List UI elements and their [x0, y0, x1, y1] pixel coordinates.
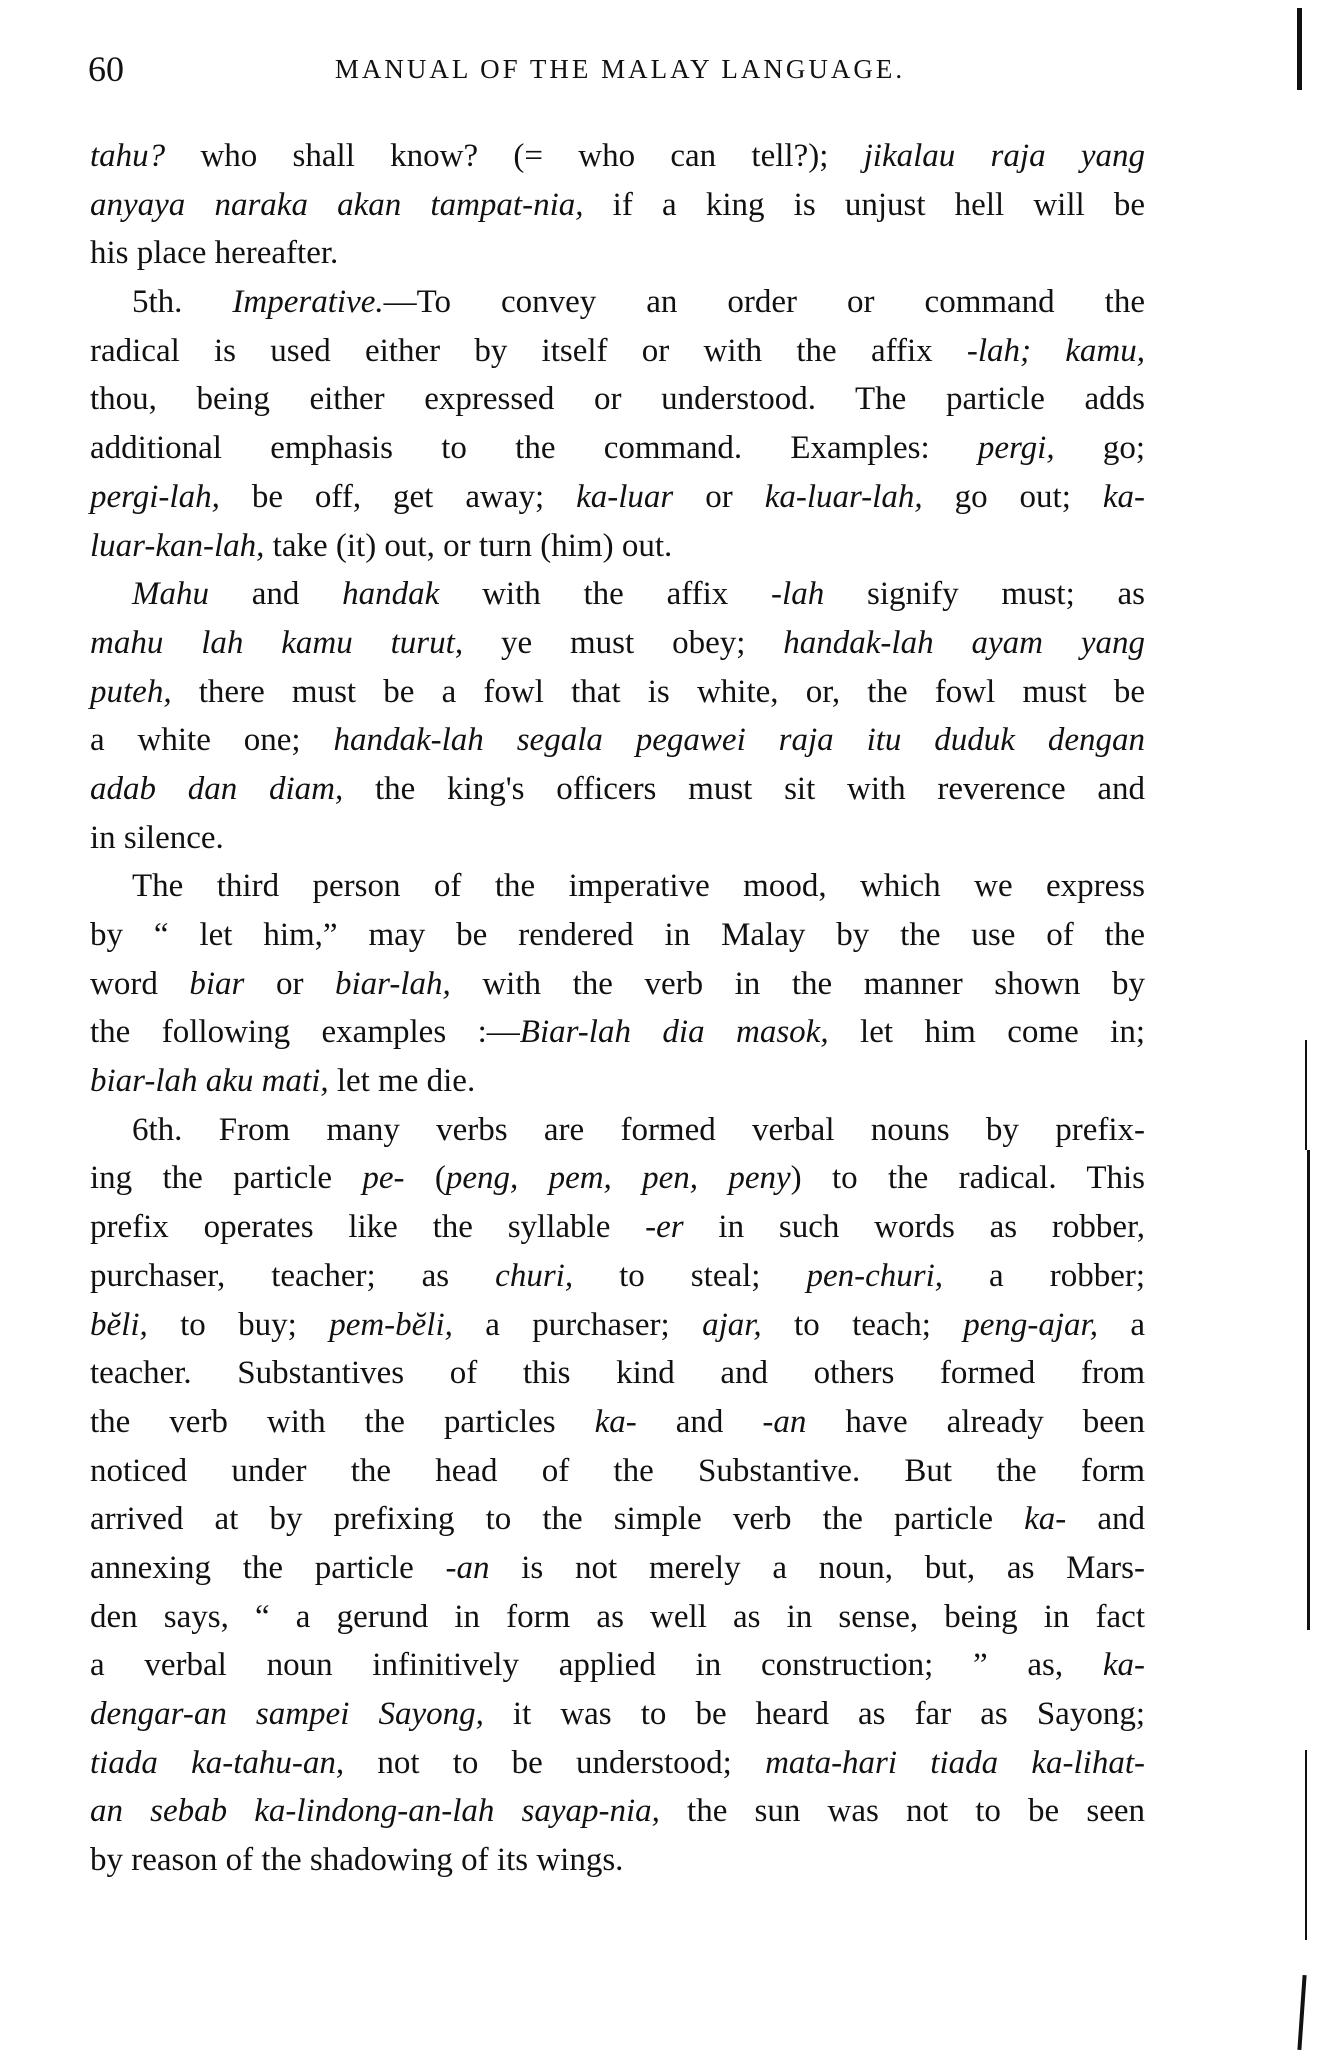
malay-term: -lah — [771, 576, 825, 613]
text-run: take (it) out, or turn (him) out. — [264, 527, 673, 564]
scan-edge-mark — [1297, 8, 1302, 90]
malay-term: adab dan diam, — [90, 770, 344, 807]
malay-term: -lah; kamu, — [966, 332, 1145, 369]
text-run: be off, get away; — [219, 478, 577, 515]
malay-term: pen-churi, — [806, 1257, 944, 1294]
text-run: word — [90, 965, 190, 1002]
text-line — [90, 1057, 1145, 1106]
malay-term: pergi-lah, — [90, 478, 220, 515]
text-run: have already been — [806, 1403, 1146, 1440]
malay-term: churi, — [495, 1257, 574, 1294]
text-run: signify must; as — [824, 576, 1145, 613]
paragraph — [90, 278, 1145, 570]
text-line — [90, 765, 1145, 814]
malay-term: ka-luar — [576, 478, 674, 515]
malay-term: puteh, — [90, 673, 172, 710]
paragraph — [90, 132, 1145, 278]
text-run: den says, “ a gerund in form as well as in sense, being in fact — [90, 1598, 1145, 1635]
text-line — [90, 1495, 1145, 1544]
text-run: prefix operates like the syllable — [90, 1209, 646, 1246]
text-line — [90, 1447, 1145, 1496]
text-run: not to be understood; — [344, 1744, 766, 1781]
malay-term: pe- — [362, 1160, 405, 1197]
text-run: or — [244, 965, 336, 1002]
scan-edge-mark — [1305, 1040, 1307, 1150]
text-run: the following examples :— — [90, 1014, 520, 1051]
text-run: with the verb in the manner shown by — [450, 965, 1145, 1002]
malay-term: an sebab ka-lindong-an-lah sayap-nia, — [90, 1793, 660, 1830]
text-run: the king's officers must sit with reverence and — [343, 770, 1145, 807]
malay-term: tahu? — [90, 138, 166, 174]
malay-term: ka- — [1102, 1647, 1145, 1684]
text-run: arrived at by prefixing to the simple verb the particle — [90, 1501, 1025, 1538]
text-run: let him come in; — [828, 1014, 1146, 1051]
malay-term: dengar-an sampei Sayong, — [90, 1696, 484, 1732]
text-run: by “ let him,” may be rendered in Malay by the use of the — [90, 917, 1145, 953]
text-line — [90, 619, 1145, 668]
text-run: if a king is unjust hell will be — [583, 186, 1145, 223]
text-run: the verb with the particles — [90, 1403, 595, 1440]
text-line — [90, 229, 1145, 278]
text-line — [90, 1593, 1145, 1642]
text-run: to buy; — [147, 1306, 330, 1343]
malay-term: Mahu — [132, 576, 209, 613]
text-line — [90, 278, 1145, 327]
text-run: annexing the particle — [90, 1549, 446, 1586]
text-line — [90, 1349, 1145, 1398]
text-run: ( — [404, 1160, 446, 1197]
malay-term: anyaya naraka akan tampat-nia, — [90, 186, 584, 223]
text-run: purchaser, teacher; as — [90, 1257, 496, 1294]
text-line — [90, 1544, 1145, 1593]
text-run: a — [1098, 1306, 1146, 1343]
text-run: thou, being either expressed or understood. The particle adds — [90, 381, 1145, 418]
text-run: let me die. — [328, 1063, 476, 1100]
malay-term: ka- — [1102, 478, 1145, 515]
text-line — [90, 911, 1145, 960]
text-line — [90, 181, 1145, 230]
text-line — [90, 1398, 1145, 1447]
malay-term: peng-ajar, — [963, 1306, 1098, 1343]
text-line — [90, 1690, 1145, 1739]
text-run: to steal; — [573, 1257, 807, 1294]
malay-term: ajar, — [702, 1306, 762, 1343]
text-run: and — [209, 576, 343, 613]
malay-term: peng, pem, pen, peny — [445, 1160, 791, 1197]
scan-edge-mark — [1305, 1750, 1307, 1940]
paragraph — [90, 862, 1145, 1105]
malay-term: biar — [189, 965, 245, 1002]
text-run: with the affix — [439, 576, 772, 613]
text-line — [90, 1008, 1145, 1057]
malay-term: -an — [762, 1403, 807, 1440]
text-run: in silence. — [90, 819, 224, 856]
text-line — [90, 862, 1145, 911]
malay-term: biar-lah, — [335, 965, 451, 1002]
malay-term: luar-kan-lah, — [90, 527, 265, 564]
malay-term: bĕli, — [90, 1306, 148, 1343]
text-run: in such words as robber, — [683, 1209, 1145, 1246]
text-run: his place hereafter. — [90, 235, 339, 272]
text-run: teacher. Substantives of this kind and others formed from — [90, 1355, 1145, 1392]
malay-term: mata-hari tiada ka-lihat- — [765, 1744, 1145, 1781]
paragraph — [90, 570, 1145, 862]
text-run: go out; — [922, 478, 1103, 515]
malay-term: tiada ka-tahu-an, — [90, 1744, 345, 1781]
text-line — [90, 375, 1145, 424]
malay-term: handak — [342, 576, 440, 613]
text-run: it was to be heard as far as Sayong; — [483, 1696, 1145, 1732]
malay-term: handak-lah segala pegawei raja itu duduk dengan — [333, 722, 1146, 759]
text-run: by reason of the shadowing of its wings. — [90, 1842, 624, 1879]
page-number: 60 — [88, 49, 124, 89]
malay-term: Biar-lah dia masok, — [519, 1014, 829, 1051]
text-line — [90, 1252, 1145, 1301]
text-run: a robber; — [943, 1257, 1145, 1294]
text-line — [90, 1739, 1145, 1788]
text-line — [90, 1154, 1145, 1203]
text-run: The third person of the imperative mood, which we express — [132, 868, 1145, 905]
malay-term: jikalau raja yang — [863, 138, 1145, 174]
malay-term: -an — [445, 1549, 490, 1586]
text-line — [90, 1106, 1145, 1155]
text-run: a purchaser; — [452, 1306, 703, 1343]
text-run: to teach; — [761, 1306, 964, 1343]
text-line — [90, 716, 1145, 765]
text-run: and — [636, 1403, 763, 1440]
text-run: radical is used either by itself or with the affix — [90, 332, 967, 369]
text-run: ) to the radical. This — [790, 1160, 1145, 1197]
text-run: 6th. From many verbs are formed verbal nouns by prefix- — [132, 1111, 1145, 1148]
text-run: a verbal noun infinitively applied in construction; ” as, — [90, 1647, 1103, 1684]
body-text — [90, 132, 1145, 1885]
text-run: a white one; — [90, 722, 334, 759]
paragraph — [90, 1106, 1145, 1885]
text-run: ing the particle — [90, 1160, 363, 1197]
text-line — [90, 570, 1145, 619]
text-run: or — [673, 478, 765, 515]
text-line — [90, 1836, 1145, 1885]
text-line — [90, 132, 1145, 181]
text-line — [90, 814, 1145, 863]
text-line — [90, 424, 1145, 473]
text-run: noticed under the head of the Substantive. But the form — [90, 1452, 1145, 1489]
text-run: who shall know? (= who can tell?); — [165, 138, 864, 174]
text-run: and — [1066, 1501, 1145, 1538]
text-run: there must be a fowl that is white, or, the fowl must be — [171, 673, 1145, 710]
text-run: additional emphasis to the command. Examples: — [90, 430, 978, 467]
scan-edge-mark — [1297, 1975, 1306, 2050]
malay-term: ka- — [1024, 1501, 1067, 1538]
malay-term: pergi, — [977, 430, 1055, 467]
text-line — [90, 1641, 1145, 1690]
text-run: ye must obey; — [463, 624, 784, 661]
malay-term: -er — [645, 1209, 684, 1246]
text-line — [90, 327, 1145, 376]
text-line — [90, 1301, 1145, 1350]
text-line — [90, 522, 1145, 571]
text-run: go; — [1054, 430, 1146, 467]
text-run: —To convey an order or command the — [383, 284, 1145, 321]
malay-term: ka-luar-lah, — [764, 478, 923, 515]
text-line — [90, 473, 1145, 522]
text-run: 5th. — [132, 284, 233, 321]
running-title: MANUAL OF THE MALAY LANGUAGE. — [334, 54, 906, 84]
malay-term: mahu lah kamu turut, — [90, 624, 464, 661]
malay-term: Imperative. — [232, 284, 384, 321]
text-line — [90, 1787, 1145, 1836]
malay-term: biar-lah aku mati, — [90, 1063, 329, 1100]
text-run: is not merely a noun, but, as Mars- — [489, 1549, 1145, 1586]
malay-term: handak-lah ayam yang — [783, 624, 1145, 661]
text-line — [90, 1203, 1145, 1252]
malay-term: pem-bĕli, — [329, 1306, 453, 1343]
malay-term: ka- — [594, 1403, 637, 1440]
scan-edge-mark — [1307, 1150, 1310, 1630]
text-line — [90, 960, 1145, 1009]
text-run: the sun was not to be seen — [659, 1793, 1145, 1830]
text-line — [90, 668, 1145, 717]
